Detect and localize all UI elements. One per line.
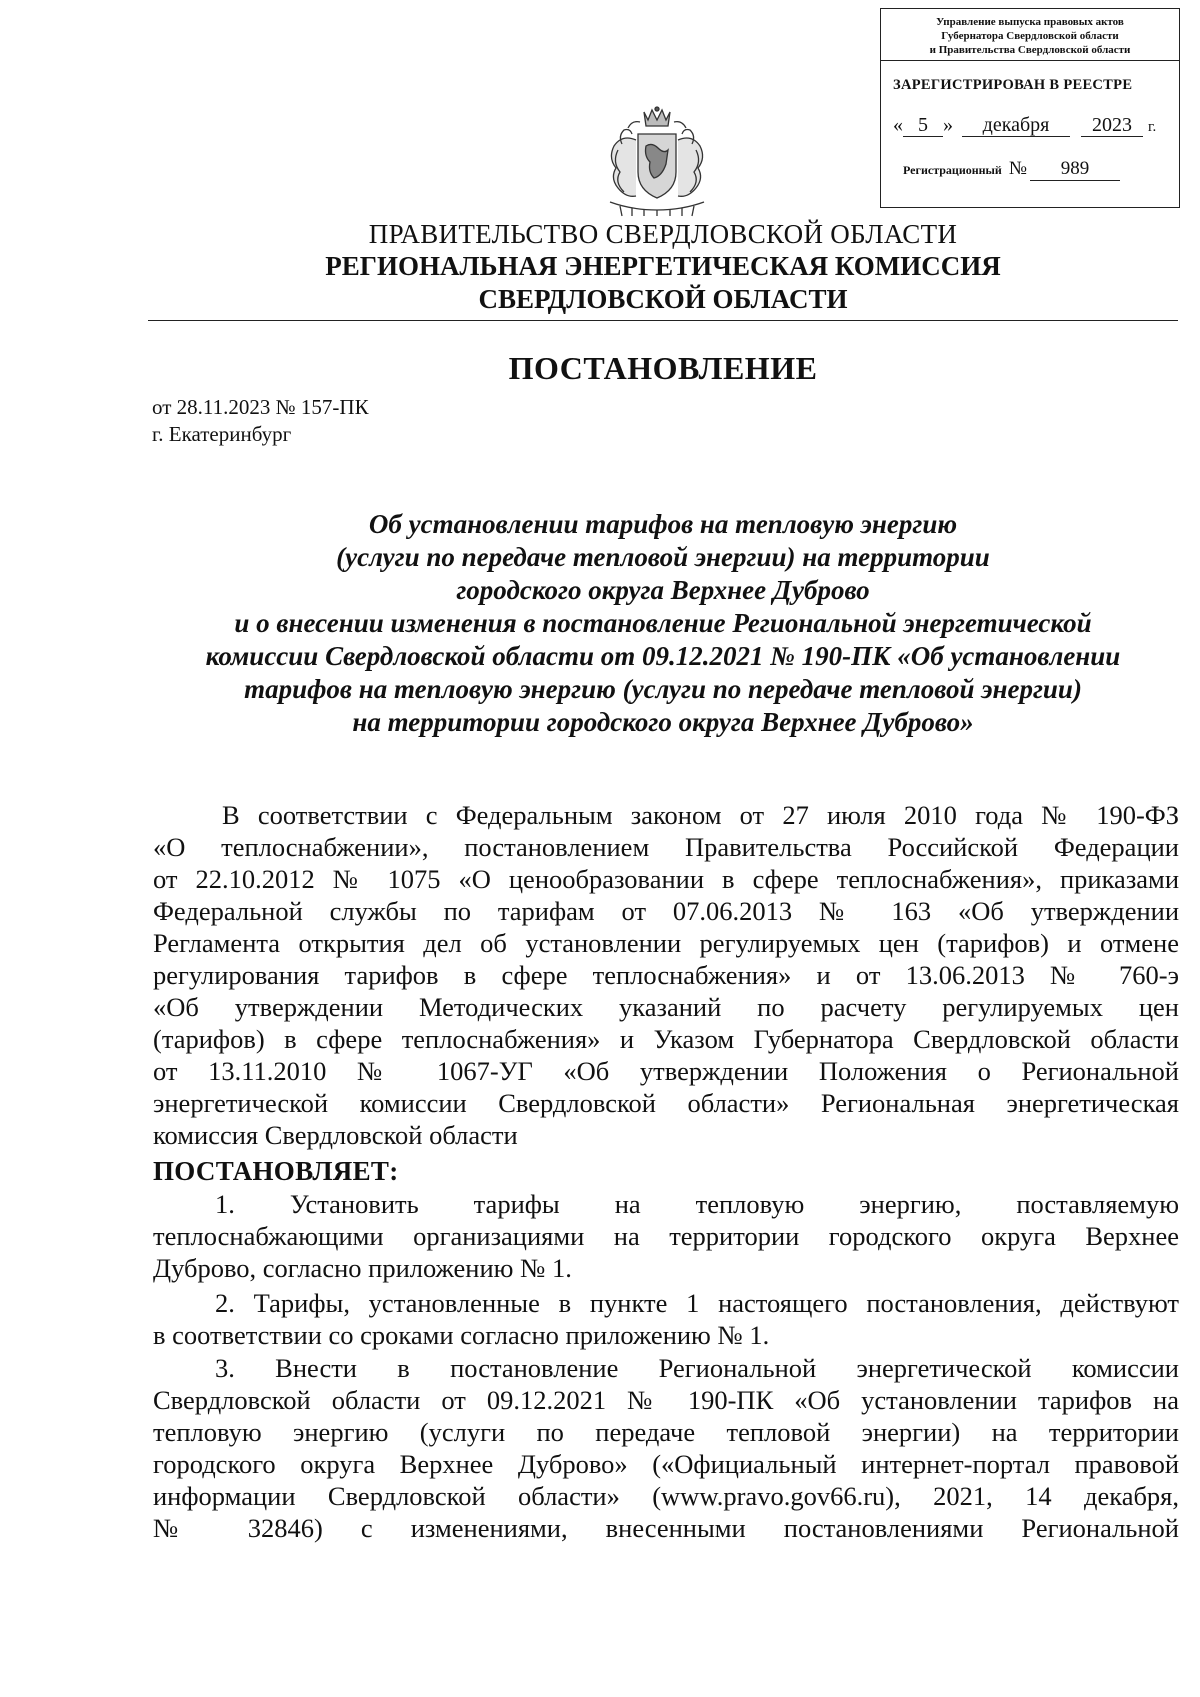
stamp-quote-open: « — [893, 114, 903, 136]
text-line: комиссия Свердловской области — [153, 1120, 518, 1150]
stamp-authority-line: и Правительства Свердловской области — [929, 44, 1131, 56]
stamp-quote-close: » — [943, 114, 953, 136]
document-title — [148, 508, 1178, 739]
text-line: от 22.10.2012 № 1075 «О ценообразовании в сфере теплоснабжения», приказами — [153, 864, 1179, 894]
government-name: ПРАВИТЕЛЬСТВО СВЕРДЛОВСКОЙ ОБЛАСТИ — [368, 219, 958, 249]
stamp-reg-label: Регистрационный — [903, 163, 1002, 177]
text-line: 2. Тарифы, установленные в пункте 1 настоящего постановления, действуют — [215, 1288, 1179, 1318]
text-line: теплоснабжающими организациями на территории городского округа Верхнее — [153, 1221, 1179, 1251]
text-line: «Об утверждении Методических указаний по расчету регулируемых цен — [153, 992, 1179, 1022]
preamble-paragraph — [153, 799, 1179, 1151]
title-line: (услуги по передаче тепловой энергии) на территории — [336, 542, 990, 572]
text-line: В соответствии с Федеральным законом от 27 июля 2010 года № 190-ФЗ — [222, 800, 1179, 830]
text-line: № 32846) с изменениями, внесенными постановлениями Региональной — [153, 1513, 1179, 1543]
region-name: СВЕРДЛОВСКОЙ ОБЛАСТИ — [478, 284, 848, 314]
commission-name: РЕГИОНАЛЬНАЯ ЭНЕРГЕТИЧЕСКАЯ КОМИССИЯ — [325, 251, 1001, 281]
document-date-number: от 28.11.2023 № 157-ПК — [152, 395, 369, 419]
stamp-date — [893, 114, 1179, 140]
title-line: тарифов на тепловую энергию (услуги по передаче тепловой энергии) — [244, 674, 1082, 704]
document-type: ПОСТАНОВЛЕНИЕ — [508, 350, 818, 386]
item-3-paragraph — [153, 1352, 1179, 1544]
stamp-year-suffix: г. — [1148, 119, 1157, 135]
stamp-year: 2023 — [1081, 114, 1143, 137]
text-line: регулирования тарифов в сфере теплоснабжения» и от 13.06.2013 № 760-э — [153, 960, 1179, 990]
document-city: г. Екатеринбург — [152, 422, 292, 446]
resolves-heading: ПОСТАНОВЛЯЕТ: — [153, 1156, 399, 1186]
stamp-authority — [881, 9, 1179, 61]
text-line: Федеральной службы по тарифам от 07.06.2013 № 163 «Об утверждении — [153, 896, 1179, 926]
registry-stamp — [880, 8, 1180, 208]
header-divider — [148, 320, 1178, 321]
stamp-registration — [903, 158, 1179, 181]
text-line: тепловую энергию (услуги по передаче тепловой энергии) на территории — [153, 1417, 1179, 1447]
title-line: на территории городского округа Верхнее Дуброво» — [352, 707, 974, 737]
text-line: Свердловской области от 09.12.2021 № 190-ПК «Об установлении тарифов на — [153, 1385, 1179, 1415]
title-line: городского округа Верхнее Дуброво — [456, 575, 870, 605]
text-line: (тарифов) в сфере теплоснабжения» и Указом Губернатора Свердловской области — [153, 1024, 1179, 1054]
text-line: в соответствии со сроками согласно приложению № 1. — [153, 1320, 770, 1350]
text-line: Дуброво, согласно приложению № 1. — [153, 1253, 572, 1283]
text-line: городского округа Верхнее Дуброво» («Официальный интернет-портал правовой — [153, 1449, 1179, 1479]
title-line: и о внесении изменения в постановление Региональной энергетической — [234, 608, 1092, 638]
text-line: 3. Внести в постановление Региональной энергетической комиссии — [215, 1353, 1179, 1383]
text-line: энергетической комиссии Свердловской области» Региональная энергетическая — [153, 1088, 1179, 1118]
text-line: информации Свердловской области» (www.pravo.gov66.ru), 2021, 14 декабря, — [153, 1481, 1179, 1511]
stamp-authority-line: Управление выпуска правовых актов — [936, 16, 1124, 28]
stamp-authority-line: Губернатора Свердловской области — [941, 30, 1119, 42]
text-line: от 13.11.2010 № 1067-УГ «Об утверждении Положения о Региональной — [153, 1056, 1179, 1086]
stamp-registered-label: ЗАРЕГИСТРИРОВАН В РЕЕСТРЕ — [893, 77, 1133, 93]
stamp-no-sign: № — [1008, 158, 1027, 179]
text-line: 1. Установить тарифы на тепловую энергию, поставляемую — [215, 1189, 1179, 1219]
title-line: Об установлении тарифов на тепловую энергию — [368, 509, 958, 539]
text-line: «О теплоснабжении», постановлением Правительства Российской Федерации — [153, 832, 1179, 862]
stamp-day: 5 — [903, 114, 943, 137]
stamp-reg-number: 989 — [1030, 158, 1120, 181]
stamp-month: декабря — [962, 114, 1070, 137]
item-1-paragraph — [153, 1188, 1179, 1284]
title-line: комиссии Свердловской области от 09.12.2021 № 190-ПК «Об установлении — [205, 641, 1121, 671]
item-2-paragraph — [153, 1287, 1179, 1351]
text-line: Регламента открытия дел об установлении регулируемых цен (тарифов) и отмене — [153, 928, 1179, 958]
coat-of-arms-icon — [592, 106, 722, 218]
